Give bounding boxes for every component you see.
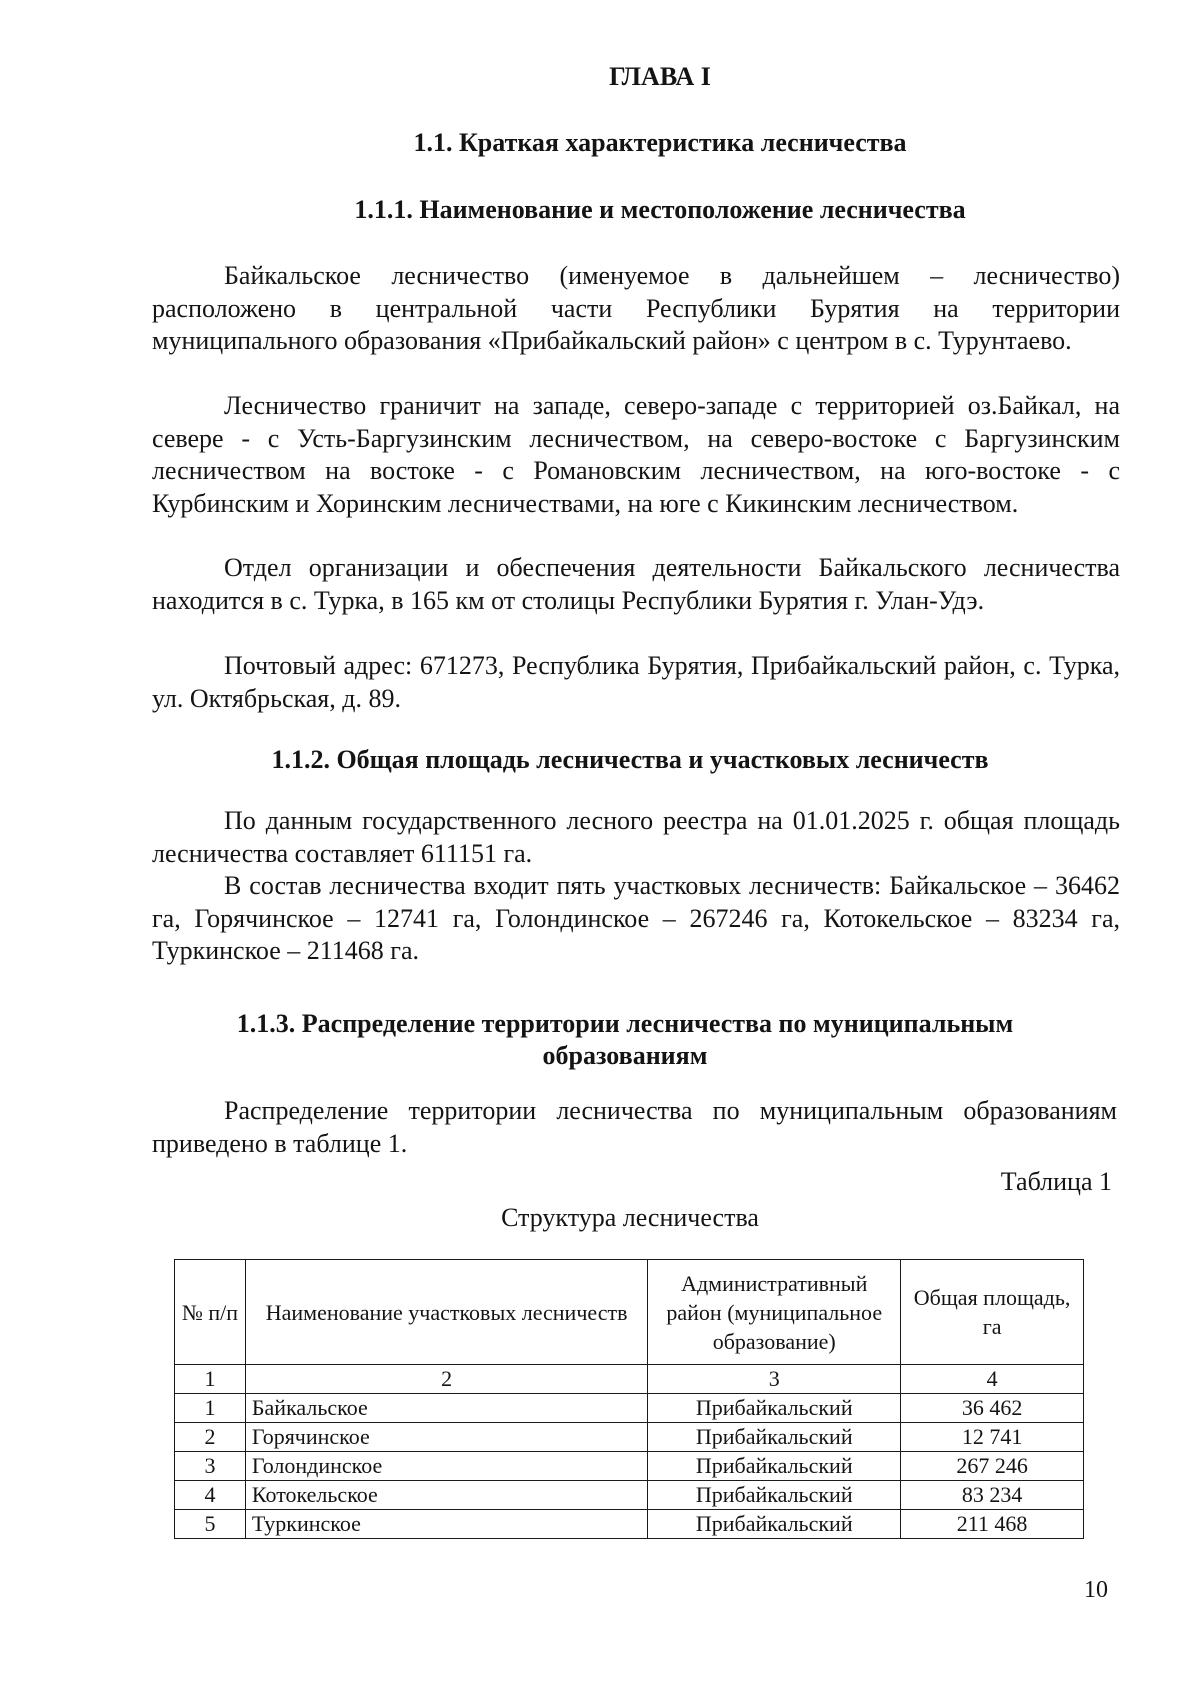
section-1-1-3-title-line2: образованиям <box>542 1041 708 1070</box>
row-area: 36 462 <box>901 1394 1084 1423</box>
row-district: Прибайкальский <box>648 1452 901 1481</box>
table-row <box>175 1481 1084 1510</box>
row-name: Байкальское <box>245 1394 647 1423</box>
column-number: 2 <box>245 1365 647 1394</box>
table-row <box>175 1394 1084 1423</box>
paragraph-postal-address: Почтовый адрес: 671273, Республика Бурятия, Прибайкальский район, с. Турка, ул. Октябрьская, д. 89. <box>152 651 1120 713</box>
section-1-1-3-title-line1: 1.1.3. Распределение территории лесничества по муниципальным <box>236 1009 1014 1038</box>
column-number: 4 <box>901 1365 1084 1394</box>
table-row <box>175 1510 1084 1539</box>
header-area: Общая площадь, га <box>901 1260 1084 1365</box>
table-title: Структура лесничества <box>501 1203 759 1232</box>
table-number-label: Таблица 1 <box>1000 1167 1112 1196</box>
paragraph-borders: Лесничество граничит на западе, северо-западе с территорией оз.Байкал, на севере - с Усть-Баргузинским лесничеством, на северо-востоке с Баргузинским лесничеством на востоке - с Романовским лесничеством, на юго-востоке - с Курбинским и Хоринским лесничествами, на юге с Кикинским лесничеством. <box>152 391 1120 518</box>
row-district: Прибайкальский <box>648 1394 901 1423</box>
table-header-row <box>175 1260 1084 1365</box>
row-num: 4 <box>175 1481 246 1510</box>
forestry-structure-table <box>174 1259 1084 1539</box>
paragraph-table-reference: Распределение территории лесничества по муниципальным образованиям приведено в таблице 1. <box>152 1096 1117 1158</box>
row-num: 3 <box>175 1452 246 1481</box>
column-number: 1 <box>175 1365 246 1394</box>
section-1-1-3-title <box>25 1008 1200 1072</box>
section-1-1-2-title: 1.1.2. Общая площадь лесничества и участковых лесничеств <box>271 745 989 774</box>
section-1-1-title: 1.1. Краткая характеристика лесничества <box>413 128 907 157</box>
row-name: Голондинское <box>245 1452 647 1481</box>
row-district: Прибайкальский <box>648 1510 901 1539</box>
chapter-title: ГЛАВА I <box>609 62 711 91</box>
header-name: Наименование участковых лесничеств <box>245 1260 647 1365</box>
paragraph-office: Отдел организации и обеспечения деятельности Байкальского лесничества находится в с. Турка, в 165 км от столицы Республики Бурятия г. Улан-Удэ. <box>152 553 1120 615</box>
row-area: 267 246 <box>901 1452 1084 1481</box>
table-row <box>175 1452 1084 1481</box>
page-number: 10 <box>1084 1577 1108 1603</box>
row-name: Туркинское <box>245 1510 647 1539</box>
row-district: Прибайкальский <box>648 1481 901 1510</box>
header-num: № п/п <box>175 1260 246 1365</box>
header-district: Административный район (муниципальное образование) <box>648 1260 901 1365</box>
paragraph-location: Байкальское лесничество (именуемое в дальнейшем – лесничество) расположено в центральной части Республики Бурятия на территории муниципального образования «Прибайкальский район» с центром в с. Турунтаево. <box>152 261 1120 355</box>
section-1-1-1-title: 1.1.1. Наименование и местоположение лесничества <box>354 195 966 224</box>
paragraph-total-area: По данным государственного лесного реестра на 01.01.2025 г. общая площадь лесничества составляет 611151 га. <box>152 806 1120 868</box>
row-num: 2 <box>175 1423 246 1452</box>
row-district: Прибайкальский <box>648 1423 901 1452</box>
table-row <box>175 1423 1084 1452</box>
row-num: 5 <box>175 1510 246 1539</box>
row-area: 83 234 <box>901 1481 1084 1510</box>
column-number-row <box>175 1365 1084 1394</box>
row-area: 12 741 <box>901 1423 1084 1452</box>
column-number: 3 <box>648 1365 901 1394</box>
row-name: Котокельское <box>245 1481 647 1510</box>
paragraph-district-forestries: В состав лесничества входит пять участковых лесничеств: Байкальское – 36462 га, Горячинское – 12741 га, Голондинское – 267246 га, Котокельское – 83234 га, Туркинское – 211468 га. <box>152 871 1120 965</box>
row-num: 1 <box>175 1394 246 1423</box>
row-area: 211 468 <box>901 1510 1084 1539</box>
row-name: Горячинское <box>245 1423 647 1452</box>
